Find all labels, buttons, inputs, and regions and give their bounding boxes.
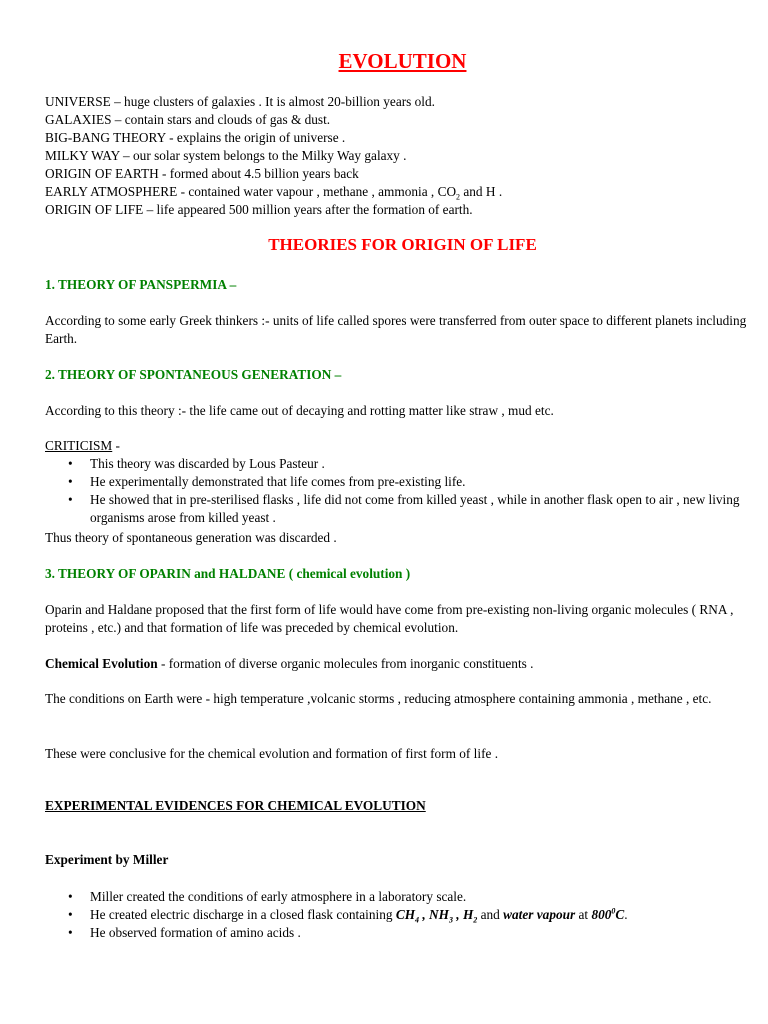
- heading-spontaneous: 2. THEORY OF SPONTANEOUS GENERATION –: [45, 367, 342, 382]
- list-item: • Miller created the conditions of early atmosphere in a laboratory scale.: [45, 888, 760, 906]
- criticism-list: [45, 455, 760, 527]
- list-item: • He observed formation of amino acids .: [45, 924, 760, 942]
- conclusive-text: These were conclusive for the chemical evolution and formation of first form of life .: [45, 746, 499, 761]
- intro-line-atmosphere: EARLY ATMOSPHERE - contained water vapour , methane , ammonia , $CO_2$ and H .: [45, 184, 503, 202]
- miller-list: [45, 888, 760, 942]
- conditions-text: The conditions on Earth were - high temperature ,volcanic storms , reducing atmosphere containing ammonia , methane , etc.: [45, 691, 712, 706]
- heading-oparin: 3. THEORY OF OPARIN and HALDANE ( chemical evolution ): [45, 566, 411, 581]
- heading-panspermia: 1. THEORY OF PANSPERMIA –: [45, 277, 237, 292]
- intro-line: UNIVERSE – huge clusters of galaxies . It is almost 20-billion years old.: [45, 94, 435, 109]
- intro-line: MILKY WAY – our solar system belongs to the Milky Way galaxy .: [45, 148, 407, 163]
- intro-line: BIG-BANG THEORY - explains the origin of universe .: [45, 130, 346, 145]
- panspermia-text: According to some early Greek thinkers :- units of life called spores were transferred from outer space to different planets including Earth.: [45, 313, 747, 346]
- heading-miller: Experiment by Miller: [45, 852, 169, 867]
- intro-line: ORIGIN OF LIFE – life appeared 500 million years after the formation of earth.: [45, 202, 473, 217]
- section-title: THEORIES FOR ORIGIN OF LIFE: [268, 235, 537, 254]
- list-item: • This theory was discarded by Lous Pasteur .: [45, 455, 760, 473]
- page-title: EVOLUTION: [338, 49, 467, 73]
- list-item: • He experimentally demonstrated that life comes from pre-existing life.: [45, 473, 760, 491]
- list-item: • He created electric discharge in a closed flask containing $CH_4$ , $NH_3$ , $H_2$ and water vapour at $800^0C$.: [45, 906, 760, 924]
- spontaneous-text: According to this theory :- the life came out of decaying and rotting matter like straw , mud etc.: [45, 403, 554, 418]
- criticism-label: CRITICISM -: [45, 438, 120, 453]
- chemical-evolution-definition: Chemical Evolution - formation of diverse organic molecules from inorganic constituents .: [45, 656, 534, 671]
- oparin-text: Oparin and Haldane proposed that the first form of life would have come from pre-existing non-living organic molecules ( RNA , proteins , etc.) and that formation of life was preceded by chemical evolution.: [45, 602, 734, 635]
- list-item: • He showed that in pre-sterilised flasks , life did not come from killed yeast , while in another flask open to air , new living organisms arose from killed yeast .: [45, 491, 760, 527]
- intro-list: [45, 93, 502, 219]
- intro-line: ORIGIN OF EARTH - formed about 4.5 billion years back: [45, 166, 359, 181]
- heading-evidences: EXPERIMENTAL EVIDENCES FOR CHEMICAL EVOLUTION: [45, 798, 426, 813]
- intro-line: GALAXIES – contain stars and clouds of gas & dust.: [45, 112, 331, 127]
- spontaneous-conclusion: Thus theory of spontaneous generation was discarded .: [45, 530, 337, 545]
